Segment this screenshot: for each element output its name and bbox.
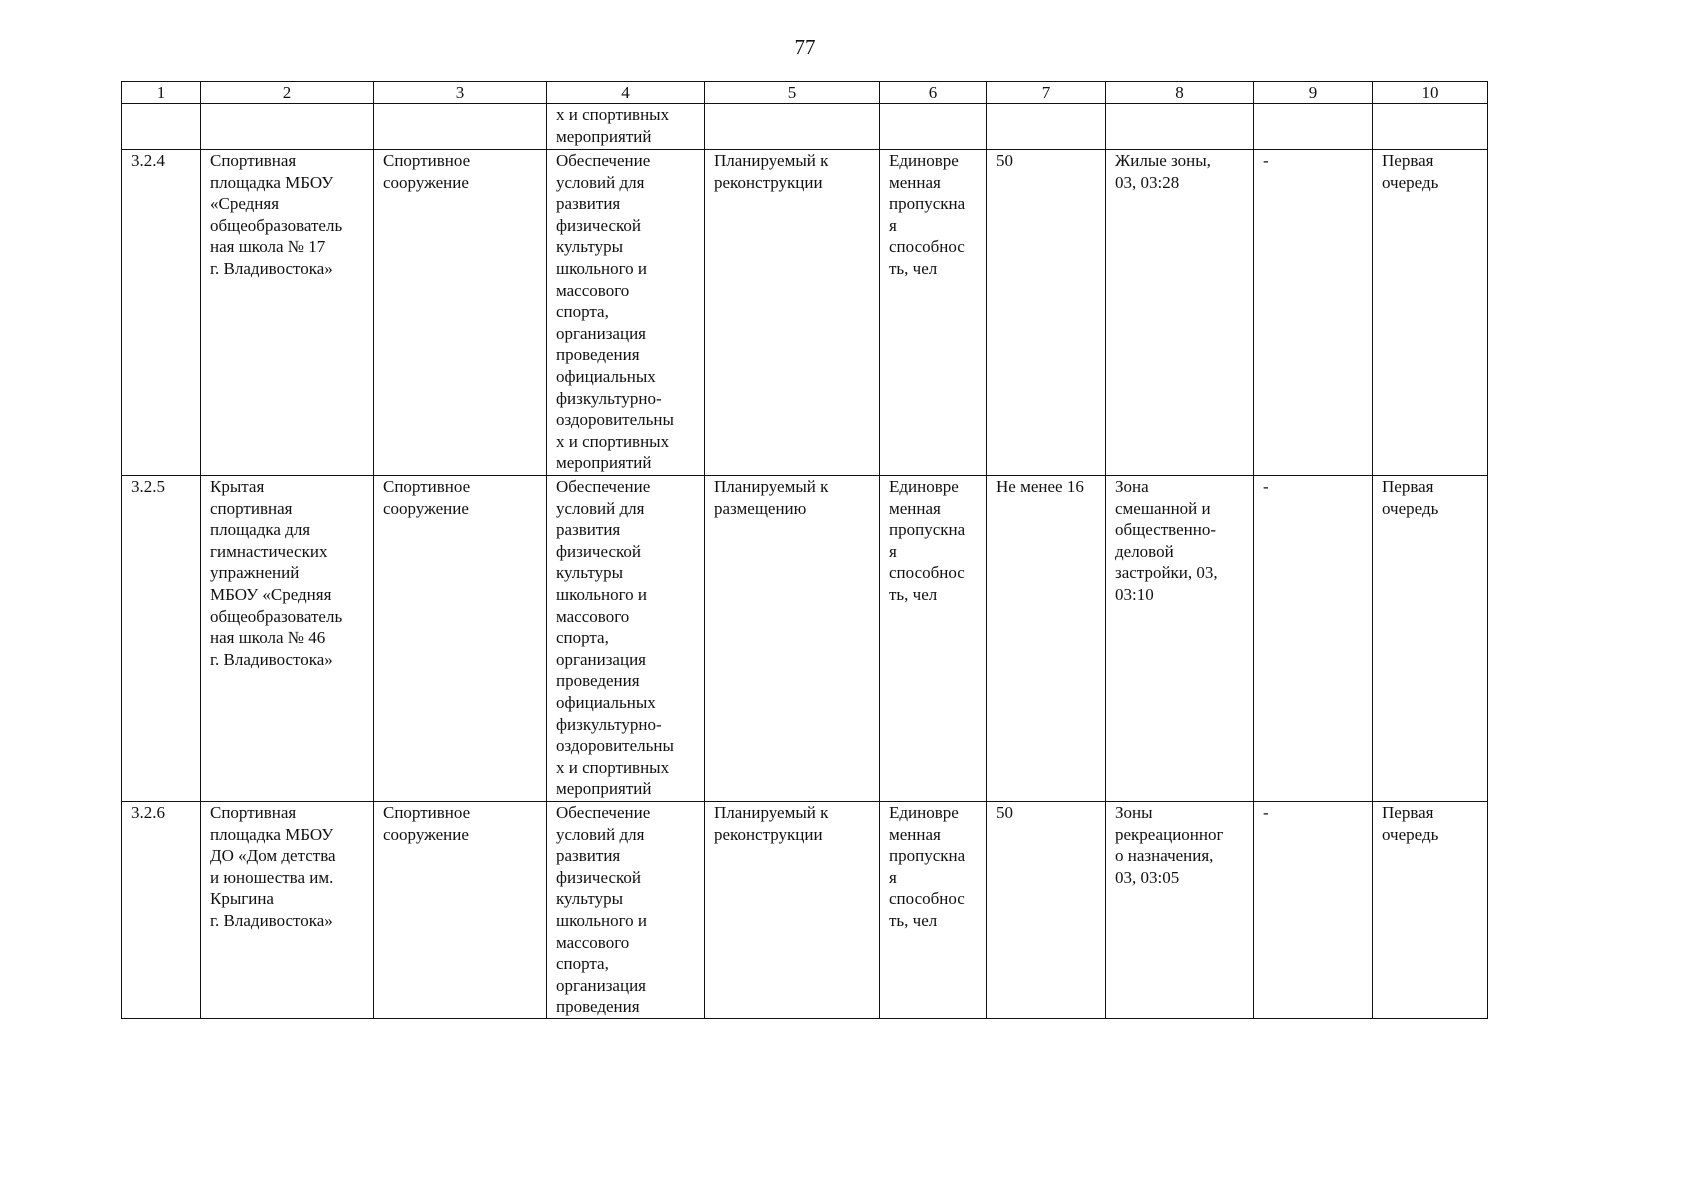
object-characteristic: Единовре менная пропускна я способнос ть, чел bbox=[880, 476, 987, 802]
table-cell bbox=[201, 104, 374, 150]
column-number: 6 bbox=[880, 82, 987, 104]
object-value: Не менее 16 bbox=[987, 476, 1106, 802]
object-name: Крытая спортивная площадка для гимнастических упражнений МБОУ «Средняя общеобразователь ная школа № 46 г. Владивостока» bbox=[201, 476, 374, 802]
column-number: 7 bbox=[987, 82, 1106, 104]
page-number: 77 bbox=[794, 35, 816, 59]
table-row bbox=[122, 476, 1488, 802]
object-value: 50 bbox=[987, 150, 1106, 476]
object-characteristic: Единовре менная пропускна я способнос ть, чел bbox=[880, 802, 987, 1019]
item-number: 3.2.6 bbox=[122, 802, 201, 1019]
column-number: 4 bbox=[547, 82, 705, 104]
object-status: Планируемый к размещению bbox=[705, 476, 880, 802]
table-cell bbox=[880, 104, 987, 150]
object-purpose: Обеспечение условий для развития физической культуры школьного и массового спорта, организация проведения официальных физкультурно- оздоровительны х и спортивных мероприятий bbox=[547, 150, 705, 476]
table-cell bbox=[705, 104, 880, 150]
table-cell bbox=[1254, 104, 1373, 150]
object-type: Спортивное сооружение bbox=[374, 150, 547, 476]
object-type: Спортивное сооружение bbox=[374, 476, 547, 802]
object-status: Планируемый к реконструкции bbox=[705, 802, 880, 1019]
object-name: Спортивная площадка МБОУ ДО «Дом детства и юношества им. Крыгина г. Владивостока» bbox=[201, 802, 374, 1019]
table-cell: х и спортивных мероприятий bbox=[547, 104, 705, 150]
object-zone: - bbox=[1254, 476, 1373, 802]
column-number-row bbox=[122, 82, 1488, 104]
object-location: Зона смешанной и общественно- деловой застройки, 03, 03:10 bbox=[1106, 476, 1254, 802]
column-number: 2 bbox=[201, 82, 374, 104]
object-location: Жилые зоны, 03, 03:28 bbox=[1106, 150, 1254, 476]
object-value: 50 bbox=[987, 802, 1106, 1019]
object-status: Планируемый к реконструкции bbox=[705, 150, 880, 476]
table-cell bbox=[122, 104, 201, 150]
item-number: 3.2.5 bbox=[122, 476, 201, 802]
continuation-row bbox=[122, 104, 1488, 150]
object-characteristic: Единовре менная пропускна я способнос ть, чел bbox=[880, 150, 987, 476]
column-number: 5 bbox=[705, 82, 880, 104]
table-cell bbox=[987, 104, 1106, 150]
column-number: 10 bbox=[1373, 82, 1488, 104]
column-number: 1 bbox=[122, 82, 201, 104]
table-cell bbox=[1106, 104, 1254, 150]
table-cell bbox=[374, 104, 547, 150]
object-type: Спортивное сооружение bbox=[374, 802, 547, 1019]
column-number: 9 bbox=[1254, 82, 1373, 104]
object-location: Зоны рекреационног о назначения, 03, 03:05 bbox=[1106, 802, 1254, 1019]
table-row bbox=[122, 802, 1488, 1019]
object-purpose: Обеспечение условий для развития физической культуры школьного и массового спорта, организация проведения bbox=[547, 802, 705, 1019]
object-stage: Первая очередь bbox=[1373, 802, 1488, 1019]
object-purpose: Обеспечение условий для развития физической культуры школьного и массового спорта, организация проведения официальных физкультурно- оздоровительны х и спортивных мероприятий bbox=[547, 476, 705, 802]
object-zone: - bbox=[1254, 802, 1373, 1019]
item-number: 3.2.4 bbox=[122, 150, 201, 476]
object-zone: - bbox=[1254, 150, 1373, 476]
object-stage: Первая очередь bbox=[1373, 150, 1488, 476]
column-number: 3 bbox=[374, 82, 547, 104]
facilities-table bbox=[121, 81, 1488, 1019]
object-name: Спортивная площадка МБОУ «Средняя общеобразователь ная школа № 17 г. Владивостока» bbox=[201, 150, 374, 476]
table-cell bbox=[1373, 104, 1488, 150]
table-row bbox=[122, 150, 1488, 476]
column-number: 8 bbox=[1106, 82, 1254, 104]
object-stage: Первая очередь bbox=[1373, 476, 1488, 802]
